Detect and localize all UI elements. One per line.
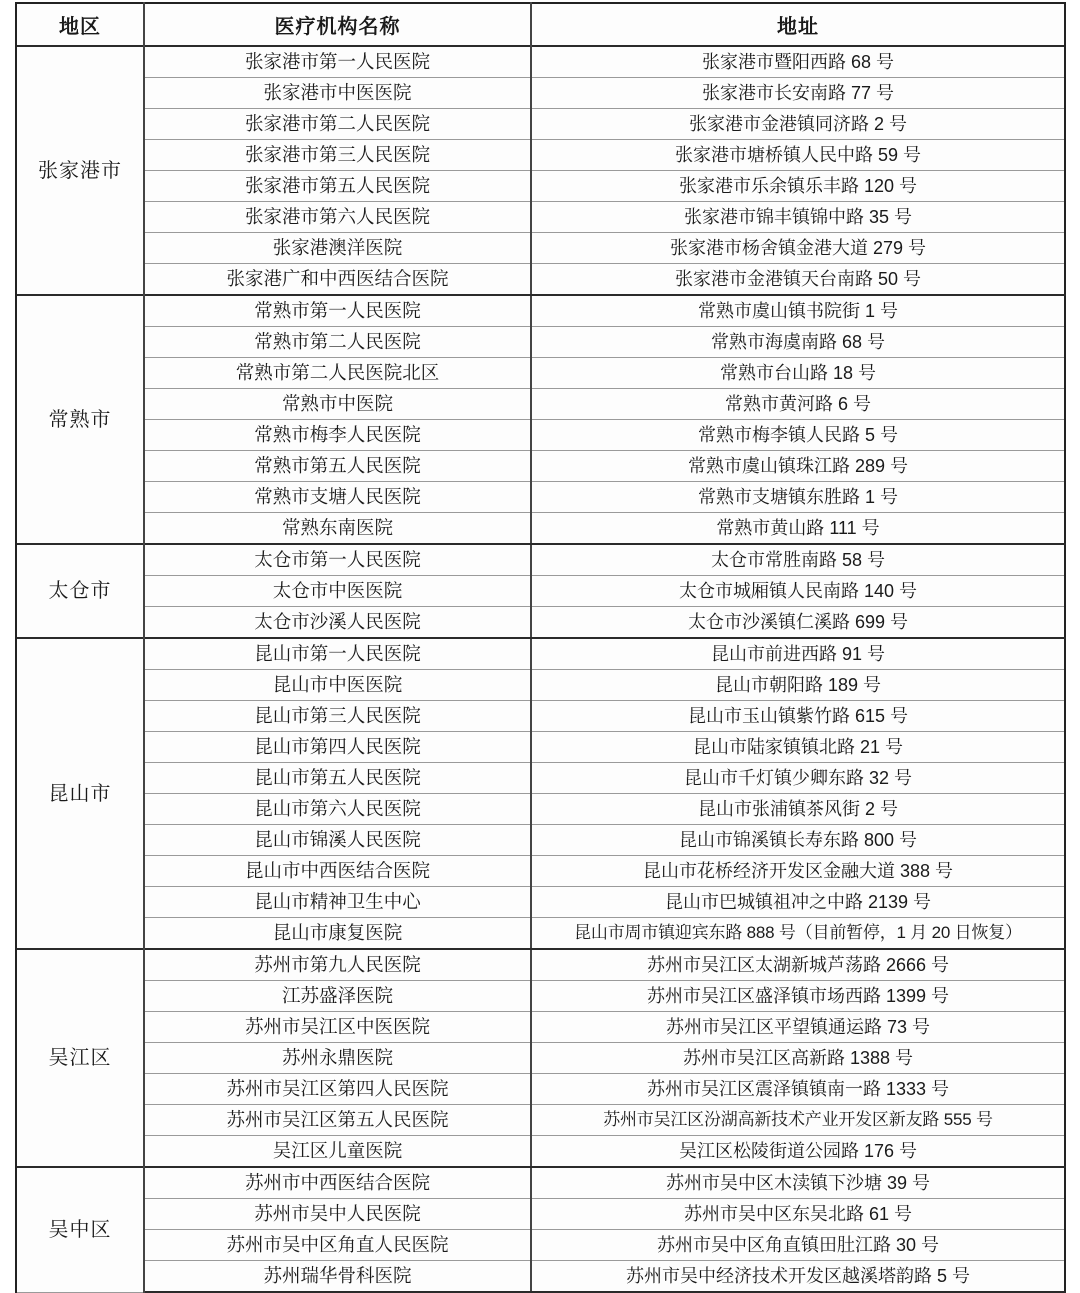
institution-name-cell: 昆山市康复医院 bbox=[144, 918, 531, 950]
institution-address-cell: 昆山市花桥经济开发区金融大道 388 号 bbox=[531, 856, 1065, 887]
institution-address-cell: 昆山市玉山镇紫竹路 615 号 bbox=[531, 701, 1065, 732]
institution-name-cell: 常熟东南医院 bbox=[144, 513, 531, 545]
table-row bbox=[16, 1074, 1065, 1105]
institution-address-cell: 苏州市吴江区汾湖高新技术产业开发区新友路 555 号 bbox=[531, 1105, 1065, 1136]
table-row bbox=[16, 887, 1065, 918]
institution-name-cell: 苏州市吴江区中医医院 bbox=[144, 1012, 531, 1043]
institution-name-cell: 苏州市吴中人民医院 bbox=[144, 1199, 531, 1230]
institution-name-cell: 太仓市第一人民医院 bbox=[144, 544, 531, 576]
institution-address-cell: 昆山市巴城镇祖冲之中路 2139 号 bbox=[531, 887, 1065, 918]
institution-address-cell: 常熟市台山路 18 号 bbox=[531, 358, 1065, 389]
region-cell: 常熟市 bbox=[16, 295, 144, 544]
institution-address-cell: 吴江区松陵街道公园路 176 号 bbox=[531, 1136, 1065, 1168]
table-row bbox=[16, 701, 1065, 732]
institution-address-cell: 昆山市锦溪镇长寿东路 800 号 bbox=[531, 825, 1065, 856]
table-row bbox=[16, 46, 1065, 78]
table-row bbox=[16, 264, 1065, 296]
institution-name-cell: 常熟市中医院 bbox=[144, 389, 531, 420]
institution-name-cell: 太仓市中医医院 bbox=[144, 576, 531, 607]
institution-name-cell: 吴江区儿童医院 bbox=[144, 1136, 531, 1168]
column-header-name: 医疗机构名称 bbox=[144, 3, 531, 46]
institution-name-cell: 苏州市第九人民医院 bbox=[144, 949, 531, 981]
institution-address-cell: 常熟市虞山镇书院街 1 号 bbox=[531, 295, 1065, 327]
region-cell: 昆山市 bbox=[16, 638, 144, 949]
institution-address-cell: 张家港市暨阳西路 68 号 bbox=[531, 46, 1065, 78]
institution-name-cell: 苏州市吴中区角直人民医院 bbox=[144, 1230, 531, 1261]
table-row bbox=[16, 78, 1065, 109]
table-row bbox=[16, 1261, 1065, 1293]
institution-address-cell: 太仓市常胜南路 58 号 bbox=[531, 544, 1065, 576]
table-row bbox=[16, 981, 1065, 1012]
table-row bbox=[16, 576, 1065, 607]
institution-name-cell: 昆山市第六人民医院 bbox=[144, 794, 531, 825]
institution-name-cell: 苏州永鼎医院 bbox=[144, 1043, 531, 1074]
table-row bbox=[16, 794, 1065, 825]
institution-address-cell: 昆山市周市镇迎宾东路 888 号（目前暂停，1 月 20 日恢复） bbox=[531, 918, 1065, 950]
institution-name-cell: 张家港广和中西医结合医院 bbox=[144, 264, 531, 296]
institution-name-cell: 苏州瑞华骨科医院 bbox=[144, 1261, 531, 1293]
institution-address-cell: 苏州市吴江区盛泽镇市场西路 1399 号 bbox=[531, 981, 1065, 1012]
table-row bbox=[16, 856, 1065, 887]
institution-address-cell: 常熟市海虞南路 68 号 bbox=[531, 327, 1065, 358]
column-header-region: 地区 bbox=[16, 3, 144, 46]
region-cell: 张家港市 bbox=[16, 46, 144, 295]
institution-name-cell: 张家港市第一人民医院 bbox=[144, 46, 531, 78]
institution-name-cell: 昆山市精神卫生中心 bbox=[144, 887, 531, 918]
institution-address-cell: 苏州市吴中区角直镇田肚江路 30 号 bbox=[531, 1230, 1065, 1261]
table-row bbox=[16, 1105, 1065, 1136]
institution-name-cell: 张家港澳洋医院 bbox=[144, 233, 531, 264]
institution-name-cell: 江苏盛泽医院 bbox=[144, 981, 531, 1012]
institution-name-cell: 张家港市第二人民医院 bbox=[144, 109, 531, 140]
table-row bbox=[16, 1043, 1065, 1074]
table-row bbox=[16, 109, 1065, 140]
institution-name-cell: 太仓市沙溪人民医院 bbox=[144, 607, 531, 639]
institution-address-cell: 张家港市长安南路 77 号 bbox=[531, 78, 1065, 109]
table-row bbox=[16, 295, 1065, 327]
institution-address-cell: 苏州市吴江区高新路 1388 号 bbox=[531, 1043, 1065, 1074]
institution-address-cell: 张家港市乐余镇乐丰路 120 号 bbox=[531, 171, 1065, 202]
institution-address-cell: 常熟市虞山镇珠江路 289 号 bbox=[531, 451, 1065, 482]
institution-name-cell: 苏州市吴江区第五人民医院 bbox=[144, 1105, 531, 1136]
institution-address-cell: 苏州市吴江区太湖新城芦荡路 2666 号 bbox=[531, 949, 1065, 981]
table-row bbox=[16, 638, 1065, 670]
institution-name-cell: 昆山市第三人民医院 bbox=[144, 701, 531, 732]
institution-name-cell: 张家港市第三人民医院 bbox=[144, 140, 531, 171]
institution-address-cell: 昆山市千灯镇少卿东路 32 号 bbox=[531, 763, 1065, 794]
institution-name-cell: 常熟市第二人民医院北区 bbox=[144, 358, 531, 389]
table-row bbox=[16, 1167, 1065, 1199]
institution-address-cell: 苏州市吴中区木渎镇下沙塘 39 号 bbox=[531, 1167, 1065, 1199]
institution-address-cell: 昆山市陆家镇镇北路 21 号 bbox=[531, 732, 1065, 763]
institution-name-cell: 昆山市第五人民医院 bbox=[144, 763, 531, 794]
institution-name-cell: 张家港市第六人民医院 bbox=[144, 202, 531, 233]
institution-name-cell: 张家港市第五人民医院 bbox=[144, 171, 531, 202]
institution-address-cell: 昆山市前进西路 91 号 bbox=[531, 638, 1065, 670]
region-cell: 吴江区 bbox=[16, 949, 144, 1167]
institution-name-cell: 昆山市第一人民医院 bbox=[144, 638, 531, 670]
table-row bbox=[16, 825, 1065, 856]
institution-address-cell: 苏州市吴江区震泽镇镇南一路 1333 号 bbox=[531, 1074, 1065, 1105]
institution-name-cell: 常熟市第二人民医院 bbox=[144, 327, 531, 358]
institution-address-cell: 常熟市黄河路 6 号 bbox=[531, 389, 1065, 420]
institution-address-cell: 苏州市吴江区平望镇通运路 73 号 bbox=[531, 1012, 1065, 1043]
table-row bbox=[16, 513, 1065, 545]
table-row bbox=[16, 1199, 1065, 1230]
institution-name-cell: 苏州市吴江区第四人民医院 bbox=[144, 1074, 531, 1105]
table-row bbox=[16, 202, 1065, 233]
table-row bbox=[16, 1136, 1065, 1168]
institution-address-cell: 太仓市沙溪镇仁溪路 699 号 bbox=[531, 607, 1065, 639]
table-row bbox=[16, 327, 1065, 358]
institution-address-cell: 张家港市锦丰镇锦中路 35 号 bbox=[531, 202, 1065, 233]
table-row bbox=[16, 451, 1065, 482]
table-body bbox=[16, 46, 1065, 1292]
institution-name-cell: 昆山市中西医结合医院 bbox=[144, 856, 531, 887]
institution-address-cell: 常熟市黄山路 111 号 bbox=[531, 513, 1065, 545]
institution-address-cell: 张家港市金港镇同济路 2 号 bbox=[531, 109, 1065, 140]
table-row bbox=[16, 918, 1065, 950]
institution-name-cell: 昆山市第四人民医院 bbox=[144, 732, 531, 763]
table-row bbox=[16, 607, 1065, 639]
table-row bbox=[16, 1230, 1065, 1261]
institution-address-cell: 苏州市吴中经济技术开发区越溪塔韵路 5 号 bbox=[531, 1261, 1065, 1293]
table-row bbox=[16, 544, 1065, 576]
hospital-table-container bbox=[15, 2, 1064, 1293]
table-header bbox=[16, 3, 1065, 46]
institution-address-cell: 张家港市金港镇天台南路 50 号 bbox=[531, 264, 1065, 296]
institution-address-cell: 昆山市张浦镇茶风街 2 号 bbox=[531, 794, 1065, 825]
table-row bbox=[16, 420, 1065, 451]
institution-address-cell: 苏州市吴中区东吴北路 61 号 bbox=[531, 1199, 1065, 1230]
institution-address-cell: 张家港市塘桥镇人民中路 59 号 bbox=[531, 140, 1065, 171]
institution-address-cell: 太仓市城厢镇人民南路 140 号 bbox=[531, 576, 1065, 607]
table-row bbox=[16, 732, 1065, 763]
region-cell: 太仓市 bbox=[16, 544, 144, 638]
institution-name-cell: 苏州市中西医结合医院 bbox=[144, 1167, 531, 1199]
institution-address-cell: 常熟市梅李镇人民路 5 号 bbox=[531, 420, 1065, 451]
designated-medical-institutions-table bbox=[15, 2, 1066, 1293]
table-row bbox=[16, 763, 1065, 794]
header-row bbox=[16, 3, 1065, 46]
institution-name-cell: 常熟市第五人民医院 bbox=[144, 451, 531, 482]
institution-address-cell: 张家港市杨舍镇金港大道 279 号 bbox=[531, 233, 1065, 264]
table-row bbox=[16, 1012, 1065, 1043]
institution-address-cell: 昆山市朝阳路 189 号 bbox=[531, 670, 1065, 701]
table-row bbox=[16, 171, 1065, 202]
institution-name-cell: 昆山市锦溪人民医院 bbox=[144, 825, 531, 856]
table-row bbox=[16, 949, 1065, 981]
table-row bbox=[16, 482, 1065, 513]
table-row bbox=[16, 140, 1065, 171]
institution-name-cell: 常熟市梅李人民医院 bbox=[144, 420, 531, 451]
column-header-address: 地址 bbox=[531, 3, 1065, 46]
institution-name-cell: 张家港市中医医院 bbox=[144, 78, 531, 109]
table-row bbox=[16, 358, 1065, 389]
region-cell: 吴中区 bbox=[16, 1167, 144, 1292]
table-row bbox=[16, 233, 1065, 264]
institution-address-cell: 常熟市支塘镇东胜路 1 号 bbox=[531, 482, 1065, 513]
table-row bbox=[16, 670, 1065, 701]
table-row bbox=[16, 389, 1065, 420]
institution-name-cell: 常熟市支塘人民医院 bbox=[144, 482, 531, 513]
institution-name-cell: 常熟市第一人民医院 bbox=[144, 295, 531, 327]
institution-name-cell: 昆山市中医医院 bbox=[144, 670, 531, 701]
